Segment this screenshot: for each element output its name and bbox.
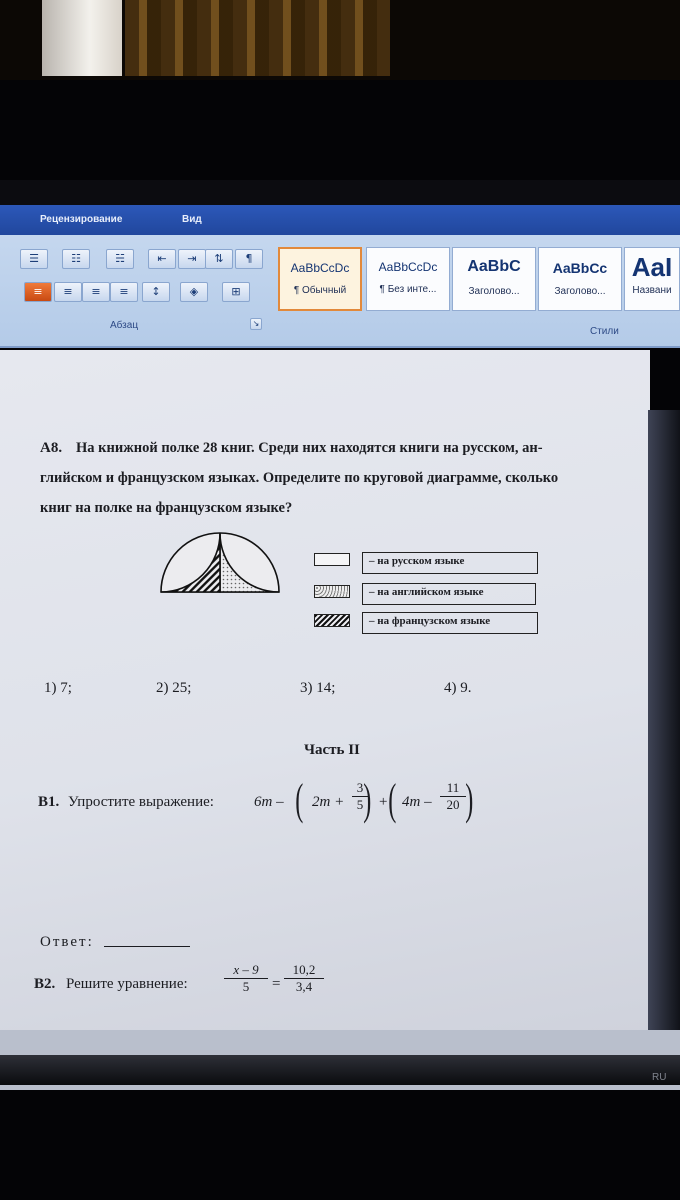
legend-swatch-russian — [314, 553, 350, 566]
b1-term-6m: 6m – — [254, 794, 284, 810]
b2-equals: = — [272, 976, 281, 992]
b1-term-plus: + — [379, 794, 388, 810]
paragraph-launcher-icon[interactable]: ↘ — [250, 318, 262, 330]
style-no-spacing[interactable] — [366, 247, 450, 311]
style-title[interactable] — [624, 247, 680, 311]
option-3[interactable]: 3) 14; — [300, 680, 336, 696]
style-normal[interactable] — [278, 247, 362, 311]
question-line-3: книг на полке на французском языке? — [40, 500, 293, 516]
numbering-icon[interactable]: ☷ — [62, 249, 90, 269]
b1-text: Упростите выражение: — [68, 794, 214, 810]
b1-paren-close-1: ) — [363, 775, 372, 824]
b1-fraction-2-den: 20 — [446, 797, 460, 812]
window-light — [42, 0, 122, 76]
b1-number: В1. — [38, 794, 60, 810]
pie-chart — [158, 530, 282, 654]
borders-icon[interactable]: ⊞ — [222, 282, 250, 302]
page-shadow — [648, 410, 680, 1040]
question-number: А8. — [40, 440, 63, 456]
b2-left-fraction — [224, 962, 268, 995]
option-4[interactable]: 4) 9. — [444, 680, 472, 696]
taskbar — [0, 1055, 680, 1085]
legend-swatch-english — [314, 585, 350, 598]
style-sample: AaI — [631, 252, 673, 282]
ribbon-tab-bar — [0, 205, 680, 235]
styles-group-label: Стили — [590, 326, 619, 337]
b2-number: В2. — [34, 976, 56, 992]
style-name: Названи — [632, 285, 672, 296]
style-heading-1[interactable] — [452, 247, 536, 311]
question-line-1: На книжной полке 28 книг. Среди них находятся книги на русском, ан- — [76, 440, 543, 456]
option-1[interactable]: 1) 7; — [44, 680, 72, 696]
style-name: ¶ Без инте... — [379, 284, 437, 295]
answer-input-line[interactable] — [104, 946, 190, 947]
decrease-indent-icon[interactable]: ⇤ — [148, 249, 176, 269]
b1-paren-open-2: ( — [388, 775, 397, 824]
increase-indent-icon[interactable]: ⇥ — [178, 249, 206, 269]
question-line-2: глийском и французском языках. Определите по круговой диаграмме, сколько — [40, 470, 559, 486]
multilevel-list-icon[interactable]: ☵ — [106, 249, 134, 269]
b1-fraction-1-num: 3 — [352, 780, 368, 797]
b2-right-num: 10,2 — [284, 962, 324, 979]
answer-label: Ответ: — [40, 934, 94, 950]
b2-right-den: 3,4 — [295, 979, 313, 994]
style-sample: AaBbC — [467, 258, 521, 275]
tab-review[interactable]: Рецензирование — [40, 214, 123, 225]
legend-label-french: – на французском языке — [362, 612, 538, 634]
language-indicator[interactable]: RU — [652, 1072, 667, 1083]
style-sample: AaBbCc — [552, 260, 608, 276]
b1-fraction-1-den: 5 — [356, 797, 364, 812]
align-center-icon[interactable]: ≡ — [54, 282, 82, 302]
align-left-icon[interactable]: ≡ — [24, 282, 52, 302]
style-name: Заголово... — [554, 286, 606, 297]
b1-term-4m: 4m – — [402, 794, 432, 810]
style-name: ¶ Обычный — [293, 285, 347, 296]
legend-label-english: – на английском языке — [362, 583, 536, 605]
b2-left-den: 5 — [242, 979, 250, 994]
b1-fraction-2 — [440, 780, 466, 813]
style-sample: AaBbCcDc — [378, 260, 438, 274]
curtain — [125, 0, 390, 76]
line-spacing-icon[interactable]: ↕ — [142, 282, 170, 302]
b1-paren-close-2: ) — [465, 775, 474, 824]
bullets-icon[interactable]: ☰ — [20, 249, 48, 269]
tab-view[interactable]: Вид — [182, 214, 202, 225]
paragraph-group-label: Абзац — [110, 320, 139, 331]
b2-right-fraction — [284, 962, 324, 995]
style-heading-2[interactable] — [538, 247, 622, 311]
part-2-heading: Часть II — [304, 742, 360, 758]
b1-term-2m: 2m + — [312, 794, 345, 810]
shading-icon[interactable]: ◈ — [180, 282, 208, 302]
b2-text: Решите уравнение: — [66, 976, 188, 992]
b1-fraction-2-num: 11 — [440, 780, 466, 797]
legend-swatch-french — [314, 614, 350, 627]
legend-label-russian: – на русском языке — [362, 552, 538, 574]
align-right-icon[interactable]: ≡ — [82, 282, 110, 302]
sort-icon[interactable]: ⇅ — [205, 249, 233, 269]
style-name: Заголово... — [468, 286, 520, 297]
b1-paren-open-1: ( — [295, 775, 304, 824]
option-2[interactable]: 2) 25; — [156, 680, 192, 696]
style-sample: AaBbCcDc — [290, 261, 350, 275]
justify-icon[interactable]: ≡ — [110, 282, 138, 302]
b2-left-num: x – 9 — [224, 962, 268, 979]
pilcrow-icon[interactable]: ¶ — [235, 249, 263, 269]
